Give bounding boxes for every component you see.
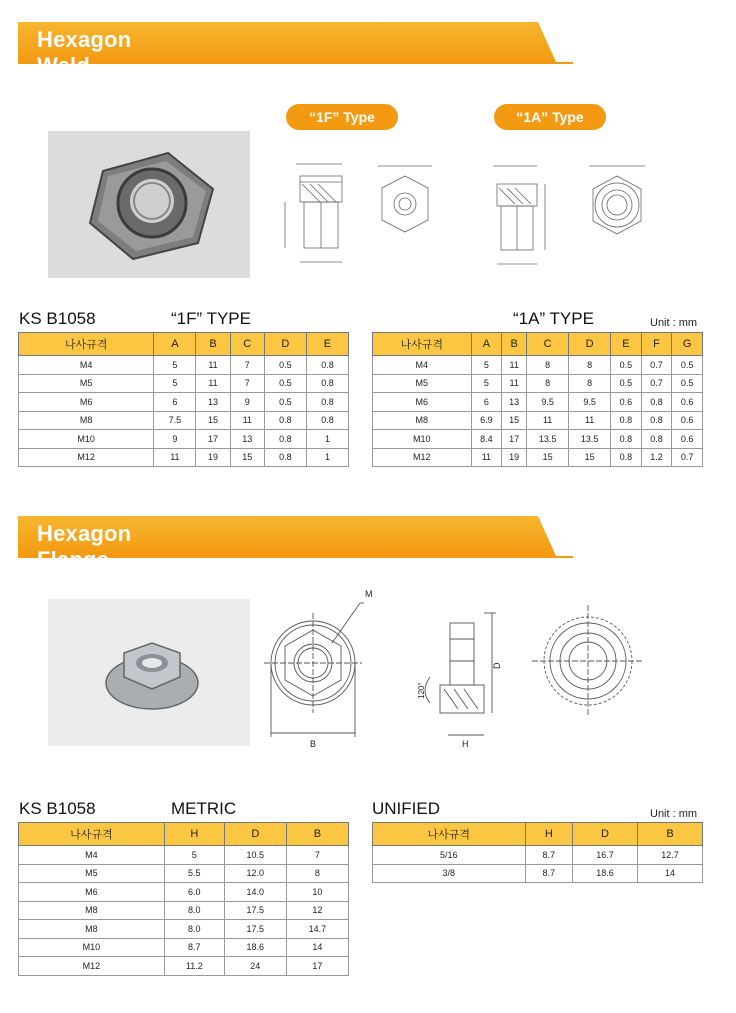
table-cell: M6 [19,883,165,902]
table-cell: 8.7 [525,846,572,865]
column-header: B [286,823,348,846]
standard-label-2: KS B1058 [19,799,96,818]
table-cell: 0.5 [672,374,703,393]
table-cell: M12 [373,448,472,467]
table-cell: 6.9 [471,411,502,430]
table-cell: 1.2 [641,448,672,467]
table-cell: M8 [19,411,154,430]
column-header: D [224,823,286,846]
table-cell: 11 [230,411,264,430]
table-cell: 15 [502,411,527,430]
column-header: D [264,333,306,356]
table-cell: 13.5 [527,430,569,449]
table-cell: 0.7 [641,374,672,393]
table-cell: 9.5 [527,393,569,412]
table-cell: 0.6 [611,393,642,412]
table-row [19,430,349,449]
table-cell: 14 [286,938,348,957]
table-cell: 11 [196,374,230,393]
table-cell: 0.8 [611,448,642,467]
table-cell: M10 [19,938,165,957]
table-cell: 9 [154,430,196,449]
table-cell: 0.8 [641,411,672,430]
table-cell: 0.8 [641,430,672,449]
table-row [19,901,349,920]
table-cell: 8.4 [471,430,502,449]
table-cell: 5 [471,356,502,375]
table-row [19,957,349,976]
table-cell: 11 [502,356,527,375]
table-cell: 16.7 [573,846,638,865]
table-cell: M10 [373,430,472,449]
table-1f [18,332,349,467]
column-header: 나사규격 [373,333,472,356]
table-cell: 17 [502,430,527,449]
table-cell: 3/8 [373,864,526,883]
drawing-1a [475,158,665,273]
table-cell: 9 [230,393,264,412]
label-d: D [492,662,502,669]
table-cell: 9.5 [569,393,611,412]
table-1a [372,332,703,467]
table-cell: M6 [373,393,472,412]
header-row [19,823,349,846]
table-cell: 17 [286,957,348,976]
table-cell: 13 [230,430,264,449]
table-cell: 12.7 [637,846,702,865]
table-cell: 19 [196,448,230,467]
table-cell: 8 [527,356,569,375]
table-unified [372,822,703,883]
label-h: H [462,739,469,749]
table-cell: 8 [569,356,611,375]
table-cell: 6 [154,393,196,412]
table-cell: 8 [527,374,569,393]
table-row [373,864,703,883]
table-cell: M8 [373,411,472,430]
table-row [373,374,703,393]
pill-1a-type: “1A” Type [494,104,606,130]
table-cell: 0.8 [264,411,306,430]
table-cell: M8 [19,920,165,939]
header-row [373,823,703,846]
table-cell: 13 [196,393,230,412]
column-header: B [196,333,230,356]
table-cell: 0.8 [306,374,348,393]
table-cell: 10 [286,883,348,902]
table-cell: 15 [569,448,611,467]
table-cell: 8.0 [164,920,224,939]
table-row [19,938,349,957]
table-cell: 14.7 [286,920,348,939]
pill-1f-type: “1F” Type [286,104,398,130]
table-cell: 0.8 [641,393,672,412]
table-cell: 8.7 [164,938,224,957]
table-cell: 0.5 [611,374,642,393]
table-cell: 13 [502,393,527,412]
table-row [19,846,349,865]
header-row [373,333,703,356]
table-cell: 17.5 [224,901,286,920]
table-cell: M4 [19,356,154,375]
table-cell: 0.5 [264,374,306,393]
table-cell: M6 [19,393,154,412]
table-row [19,374,349,393]
table-cell: 5 [154,374,196,393]
table-cell: 7 [230,356,264,375]
column-header: B [637,823,702,846]
table-row [19,864,349,883]
table-cell: 12.0 [224,864,286,883]
table-cell: 11.2 [164,957,224,976]
table-cell: 17.5 [224,920,286,939]
table-row [19,393,349,412]
column-header: H [164,823,224,846]
table-cell: 1 [306,430,348,449]
column-header: F [641,333,672,356]
unit-label-2: Unit : mm [650,808,698,820]
table-cell: 6.0 [164,883,224,902]
table-cell: 7 [230,374,264,393]
table-cell: 1 [306,448,348,467]
table-row [373,393,703,412]
drawing-1f [280,158,460,273]
label-angle: 120° [417,682,426,699]
table-cell: 7 [286,846,348,865]
table-cell: 18.6 [224,938,286,957]
table-cell: M4 [373,356,472,375]
column-header: 나사규격 [373,823,526,846]
table-cell: 5 [154,356,196,375]
table-cell: 17 [196,430,230,449]
table-cell: 0.8 [611,430,642,449]
column-header: H [525,823,572,846]
table-cell: 11 [502,374,527,393]
table-cell: 18.6 [573,864,638,883]
table-cell: M12 [19,957,165,976]
table-cell: M5 [19,374,154,393]
column-header: E [611,333,642,356]
table-cell: 0.6 [672,393,703,412]
label-b: B [310,739,317,749]
type-1a-heading: “1A” TYPE [513,309,594,328]
table-cell: 11 [569,411,611,430]
table-cell: M12 [19,448,154,467]
table-cell: 19 [502,448,527,467]
column-header: G [672,333,703,356]
table-cell: 11 [196,356,230,375]
table-cell: 7.5 [154,411,196,430]
column-header: C [527,333,569,356]
table-row [19,448,349,467]
table-row [373,846,703,865]
column-header: D [573,823,638,846]
table-cell: 0.5 [672,356,703,375]
unit-label-1: Unit : mm [650,317,698,329]
table-cell: 0.8 [306,411,348,430]
table-cell: M8 [19,901,165,920]
column-header: C [230,333,264,356]
table-cell: 0.5 [264,356,306,375]
column-header: D [569,333,611,356]
table-cell: 14.0 [224,883,286,902]
table-cell: 0.7 [641,356,672,375]
table-cell: 5/16 [373,846,526,865]
table-cell: 0.7 [672,448,703,467]
weld-nut-photo [48,131,250,278]
column-header: A [471,333,502,356]
table-cell: 0.5 [264,393,306,412]
table-row [373,448,703,467]
table-cell: 0.8 [306,393,348,412]
label-m: M [365,589,373,599]
table-metric [18,822,349,976]
header-row [19,333,349,356]
table-cell: 0.5 [611,356,642,375]
table-row [19,356,349,375]
table-row [373,411,703,430]
table-cell: 14 [637,864,702,883]
table-cell: 5.5 [164,864,224,883]
table-cell: 15 [230,448,264,467]
table-cell: 8.7 [525,864,572,883]
table-cell: 15 [196,411,230,430]
table-cell: 5 [471,374,502,393]
table-cell: 11 [527,411,569,430]
table-cell: 6 [471,393,502,412]
table-cell: 15 [527,448,569,467]
column-header: E [306,333,348,356]
table-row [19,411,349,430]
section-title: Hexagon Weld Nuts [37,27,132,104]
table-cell: 10.5 [224,846,286,865]
table-cell: M5 [19,864,165,883]
column-header: A [154,333,196,356]
table-cell: 0.8 [611,411,642,430]
metric-heading: METRIC [171,799,237,818]
standard-label-1: KS B1058 [19,309,96,328]
table-cell: 11 [154,448,196,467]
column-header: 나사규격 [19,333,154,356]
table-cell: 8.0 [164,901,224,920]
section-title: Hexagon Flange Nuts [37,521,132,598]
table-cell: 8 [286,864,348,883]
table-row [19,920,349,939]
table-cell: 12 [286,901,348,920]
table-cell: 0.6 [672,430,703,449]
type-1f-heading: “1F” TYPE [171,309,251,328]
table-cell: 0.8 [264,430,306,449]
flange-nut-photo [48,599,250,746]
column-header: B [502,333,527,356]
table-cell: M10 [19,430,154,449]
table-cell: 11 [471,448,502,467]
column-header: 나사규격 [19,823,165,846]
table-cell: 24 [224,957,286,976]
table-cell: 5 [164,846,224,865]
table-row [373,356,703,375]
flange-nut-drawings [262,585,662,750]
table-cell: 0.8 [264,448,306,467]
table-row [19,883,349,902]
table-cell: 0.8 [306,356,348,375]
unified-heading: UNIFIED [372,799,440,818]
table-cell: M5 [373,374,472,393]
table-cell: 0.6 [672,411,703,430]
table-cell: 13.5 [569,430,611,449]
table-cell: 8 [569,374,611,393]
table-row [373,430,703,449]
table-cell: M4 [19,846,165,865]
